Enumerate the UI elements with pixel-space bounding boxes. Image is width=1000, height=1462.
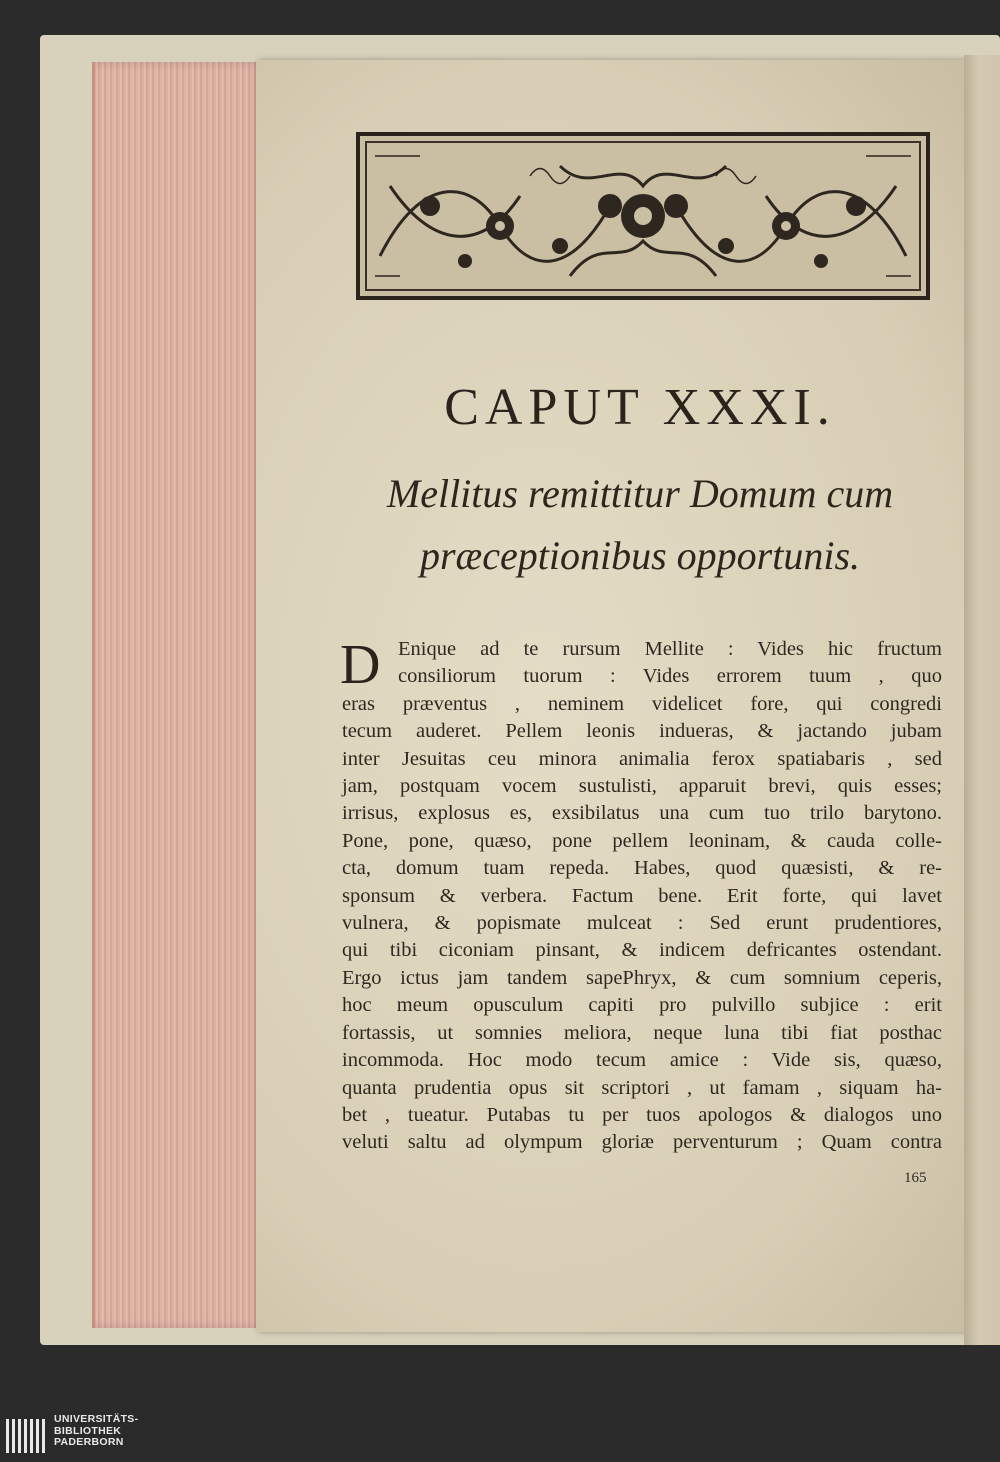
library-name-line-1: UNIVERSITÄTS- xyxy=(54,1413,139,1425)
catchword: 165 xyxy=(904,1170,927,1186)
text-line: quanta prudentia opus sit scriptori , ut famam , siquam ha- xyxy=(342,1076,942,1099)
facing-page-edge xyxy=(964,55,1000,1345)
chapter-title: CAPUT XXXI. xyxy=(444,379,836,436)
library-name-line-2: BIBLIOTHEK xyxy=(54,1424,122,1437)
text-line: bet , tueatur. Putabas tu per tuos apologos & dialogos uno xyxy=(342,1103,942,1126)
text-line: eras præventus , neminem videlicet fore, qui congredi xyxy=(342,692,942,715)
text-line: sponsum & verbera. Factum bene. Erit forte, qui lavet xyxy=(342,884,942,907)
text-line: consiliorum tuorum : Vides errorem tuum , quo xyxy=(398,665,942,688)
chapter-subtitle-line-2: præceptionibus opportunis. xyxy=(419,533,861,578)
floral-ornament-icon xyxy=(360,136,926,296)
text-line: jam, postquam vocem sustulisti, apparuit brevi, quis esses; xyxy=(342,775,942,798)
library-logo-icon xyxy=(4,1415,48,1457)
chapter-subtitle-line-1: Mellitus remittitur Domum cum xyxy=(386,471,894,516)
text-line: veluti saltu ad olympum gloriæ perventurum ; Quam contra xyxy=(342,1131,942,1154)
page-fore-edge xyxy=(92,62,265,1328)
text-line: tecum auderet. Pellem leonis indueras, & jactando jubam xyxy=(342,720,942,743)
text-line: fortassis, ut somnies meliora, neque luna tibi fiat posthac xyxy=(342,1021,942,1044)
body-paragraph xyxy=(342,636,942,1157)
text-line: cta, domum tuam repeda. Habes, quod quæsisti, & re- xyxy=(342,857,942,880)
text-line: vulnera, & popismate mulceat : Sed erunt prudentiores, xyxy=(342,912,942,935)
text-line: incommoda. Hoc modo tecum amice : Vide sis, quæso, xyxy=(342,1049,942,1072)
text-line: irrisus, explosus es, exsibilatus una cum tuo trilo barytono. xyxy=(342,802,942,825)
text-line: Enique ad te rursum Mellite : Vides hic fructum xyxy=(398,638,942,660)
library-name xyxy=(54,1414,138,1449)
decorative-headpiece xyxy=(356,132,930,300)
text-line: inter Jesuitas ceu minora animalia ferox spatiabaris , sed xyxy=(342,747,942,770)
drop-cap: D xyxy=(340,634,381,696)
text-line: qui tibi ciconiam pinsant, & indicem defricantes ostendant. xyxy=(342,939,942,962)
text-line: Ergo ictus jam tandem sapePhryx, & cum somnium ceperis, xyxy=(342,966,942,989)
text-line: Pone, pone, quæso, pone pellem leoninam, & cauda colle- xyxy=(342,829,942,852)
text-line: hoc meum opusculum capiti pro pulvillo subjice : erit xyxy=(342,994,942,1017)
footer-band xyxy=(0,1412,1000,1462)
library-name-line-3: PADERBORN xyxy=(54,1436,124,1448)
